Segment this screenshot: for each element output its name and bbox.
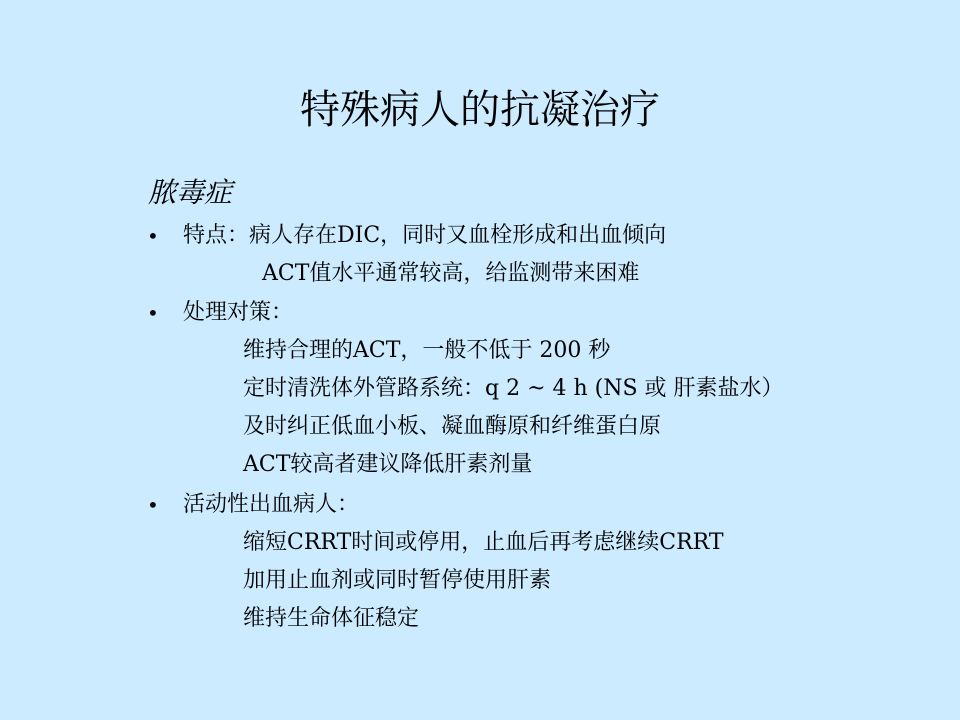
section-3-line-2: 加用止血剂或同时暂停使用肝素 [243, 568, 552, 593]
bullet-icon: • [147, 301, 159, 325]
slide-title: 特殊病人的抗凝治疗 [300, 87, 660, 133]
bullet-icon: • [147, 493, 159, 517]
section-1-heading: 特点：病人存在DIC，同时又血栓形成和出血倾向 [183, 223, 667, 248]
section-2-line-2: 定时清洗体外管路系统：q 2 ~ 4 h (NS 或 肝素盐水） [243, 376, 784, 401]
section-3-heading: 活动性出血病人： [183, 492, 360, 517]
section-1-line-1: ACT值水平通常较高，给监测带来困难 [262, 261, 640, 286]
section-2-line-1: 维持合理的ACT，一般不低于 200 秒 [243, 338, 611, 363]
section-2-heading: 处理对策： [183, 300, 294, 325]
section-2-line-3: 及时纠正低血小板、凝血酶原和纤维蛋白原 [243, 414, 662, 439]
bullet-icon: • [147, 224, 159, 248]
section-2-line-4: ACT较高者建议降低肝素剂量 [243, 452, 533, 477]
section-3-line-3: 维持生命体征稳定 [243, 606, 420, 631]
slide-subtitle: 脓毒症 [148, 176, 233, 209]
section-3-line-1: 缩短CRRT时间或停用，止血后再考虑继续CRRT [243, 530, 724, 555]
